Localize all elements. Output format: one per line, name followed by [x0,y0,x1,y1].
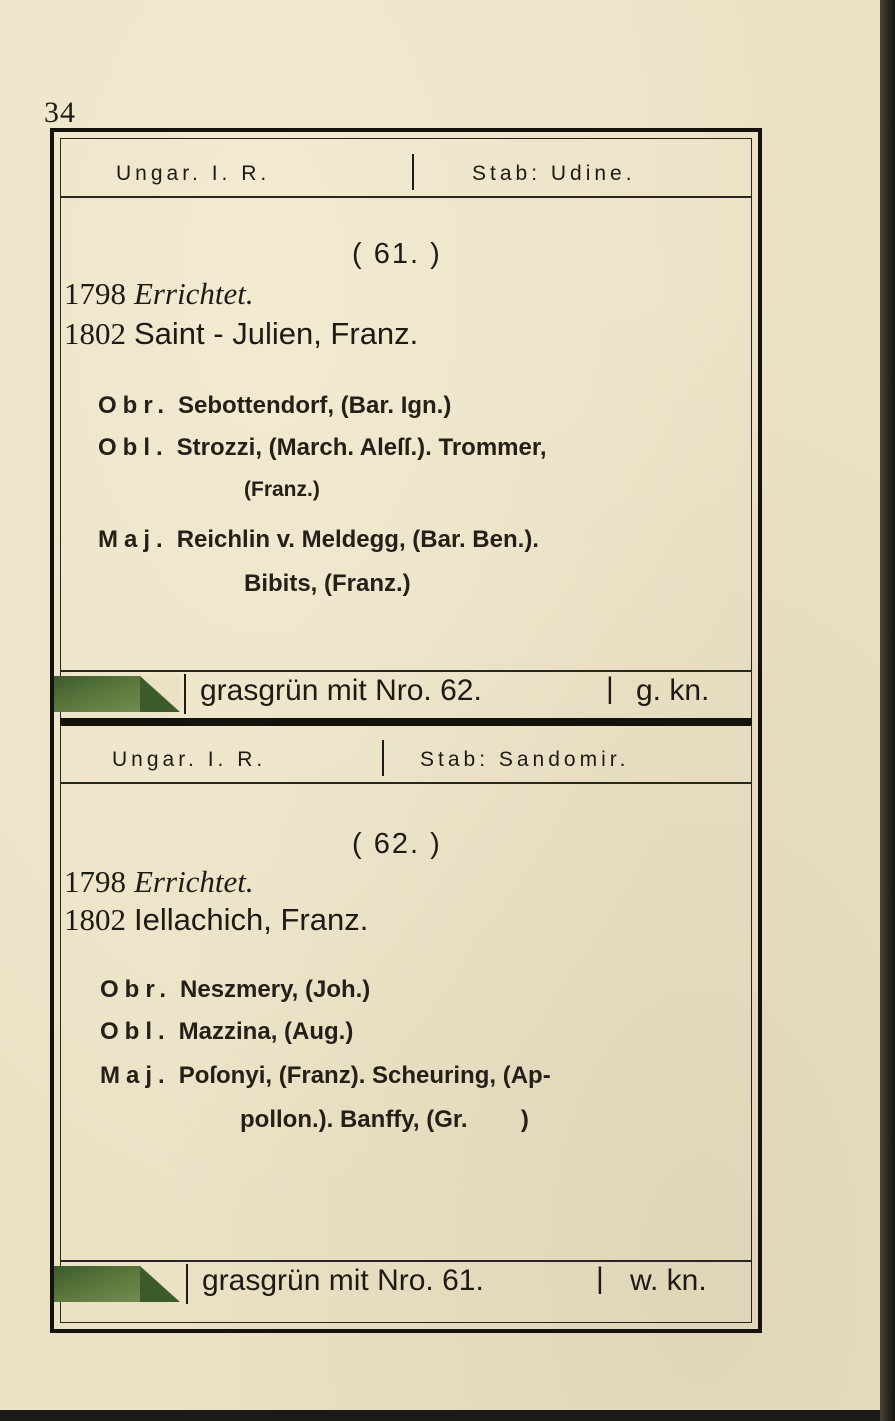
officer-names: Sebottendorf, (Bar. Ign.) [178,392,452,419]
entry-header [60,734,752,784]
header-unit: Ungar. I. R. [116,162,271,185]
rank-label: Maj. [100,1062,171,1089]
header-unit: Ungar. I. R. [112,748,267,771]
entry-separator-rule [60,718,752,726]
regiment-number: ( 61. ) [352,238,442,270]
history-text: Errichtet. [134,276,254,311]
footer-separator: | [606,672,614,705]
officer-names: Reichlin v. Meldegg, (Bar. Ben.). [176,526,539,553]
facing-colour-text: grasgrün mit Nro. 61. [202,1264,484,1297]
book-edge-shadow [880,0,895,1421]
officer-obr [98,392,451,420]
rank-label: Obr. [98,392,171,419]
officer-obr [100,976,370,1004]
officer-names: Mazzina, (Aug.) [178,1018,354,1045]
regiment-number: ( 62. ) [352,828,442,860]
history-year: 1802 [64,902,126,937]
header-station: Stab: Sandomir. [420,748,630,771]
swatch-corner [140,676,180,712]
officer-names: Strozzi, (March. Aleſſ.). Trommer, [176,434,547,461]
regiment-entry-61 [60,138,752,716]
swatch-corner [140,1266,180,1302]
facing-colour-text: grasgrün mit Nro. 62. [200,674,482,707]
history-year: 1798 [64,864,126,899]
regiment-entry-62 [60,728,752,1323]
button-colour: g. kn. [636,674,710,707]
officer-obl [98,434,547,462]
footer-separator: | [596,1262,604,1295]
history-text: Errichtet. [134,864,254,899]
officer-maj [100,1062,551,1090]
header-divider [382,740,384,776]
footer-divider [186,1264,188,1304]
entry-footer [60,1260,752,1306]
header-divider [412,154,414,190]
officer-names: Poſonyi, (Franz). Scheuring, (Ap- [178,1062,551,1089]
officer-maj [98,526,539,554]
history-line [64,902,368,938]
history-line [64,316,418,352]
button-colour: w. kn. [630,1264,707,1297]
history-text: Iellachich, Franz. [134,902,369,937]
rank-label: Maj. [98,526,169,553]
footer-divider [184,674,186,714]
entry-footer [60,670,752,716]
history-text: Saint - Julien, Franz. [134,316,419,351]
history-year: 1798 [64,276,126,311]
history-line [64,276,254,312]
rank-label: Obl. [100,1018,171,1045]
page-number: 34 [44,96,76,129]
officer-maj-continued: pollon.). Banffy, (Gr. ) [240,1106,529,1133]
entry-header [60,148,752,198]
history-line [64,864,254,900]
header-station: Stab: Udine. [472,162,636,185]
rank-label: Obr. [100,976,173,1003]
history-year: 1802 [64,316,126,351]
officer-names: Neszmery, (Joh.) [180,976,371,1003]
officer-obl [100,1018,353,1046]
officer-obl-continued: (Franz.) [244,478,320,501]
rank-label: Obl. [98,434,169,461]
officer-maj-continued: Bibits, (Franz.) [244,570,411,597]
